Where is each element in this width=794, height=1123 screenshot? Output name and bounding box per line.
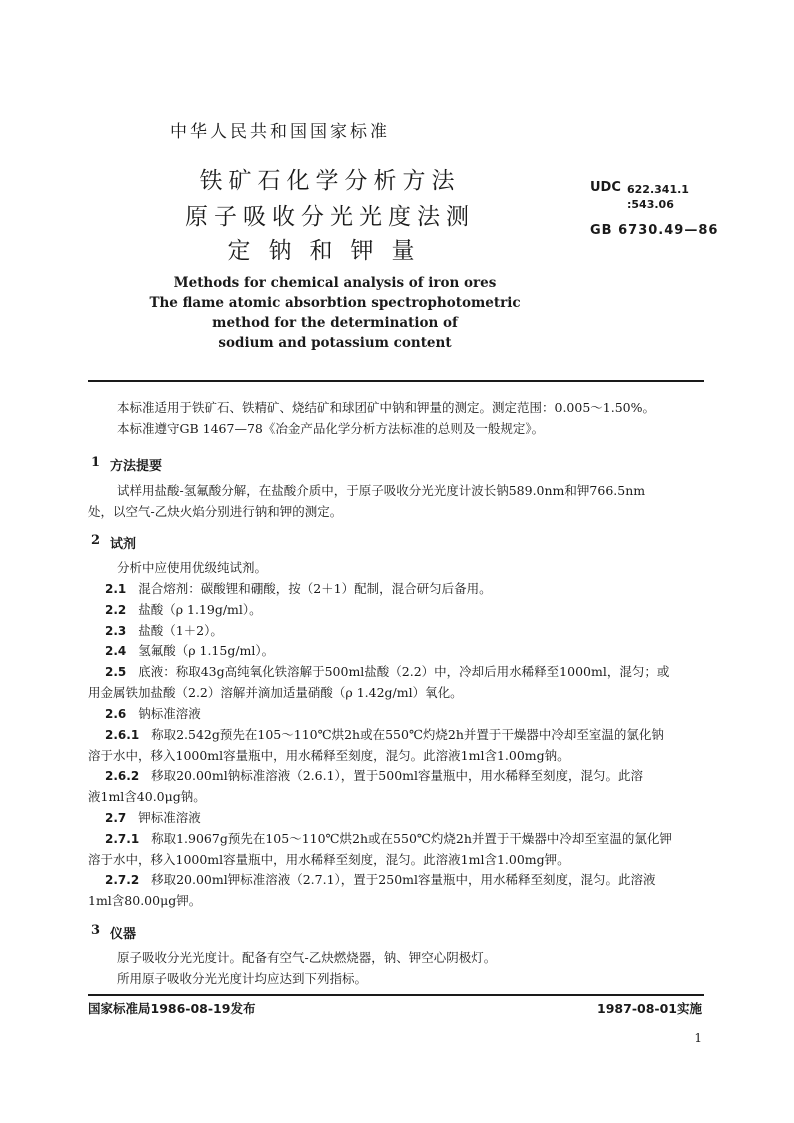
item-2-6-number: 2.6 — [105, 707, 127, 721]
item-2-7-2-number: 2.7.2 — [105, 873, 140, 887]
issued-date: 国家标准局1986-08-19发布 — [88, 1001, 256, 1016]
item-2-7-2-text-1: 移取20.00ml钾标准溶液（2.7.1），置于250ml容量瓶中，用水稀释至刻度，混匀。此溶液 — [151, 872, 656, 887]
top-divider — [88, 380, 704, 382]
title-line-1: 铁矿石化学分析方法 — [199, 168, 461, 194]
item-2-6-2-text-2: 液1ml含40.0μg钠。 — [88, 789, 206, 804]
bottom-divider — [88, 994, 704, 996]
item-2-7-number: 2.7 — [105, 811, 127, 825]
item-2-5-number: 2.5 — [105, 665, 127, 679]
english-title-line-2: The flame atomic absorbtion spectrophotometric — [149, 295, 521, 311]
item-2-4 — [105, 643, 274, 659]
english-title-line-4: sodium and potassium content — [218, 335, 452, 351]
section-3-line-2: 所用原子吸收分光光度计均应达到下列指标。 — [117, 971, 368, 986]
item-2-5-text-2: 用金属铁加盐酸（2.2）溶解并滴加适量硝酸（ρ 1.42g/ml）氧化。 — [88, 685, 463, 700]
section-2-number: 2 — [91, 533, 101, 548]
page-number: 1 — [694, 1031, 702, 1045]
title-line-3: 定钠和钾量 — [227, 238, 433, 264]
intro-line-1: 本标准适用于铁矿石、铁精矿、烧结矿和球团矿中钠和钾量的测定。测定范围：0.005～1.50%。 — [117, 400, 655, 415]
gb-code: GB 6730.49—86 — [590, 223, 719, 238]
item-2-7-1-line-1 — [105, 831, 672, 847]
item-2-7-1-number: 2.7.1 — [105, 832, 140, 846]
item-2-4-number: 2.4 — [105, 644, 127, 658]
effective-date: 1987-08-01实施 — [597, 1001, 702, 1016]
item-2-2 — [105, 602, 262, 618]
item-2-6-text: 钠标准溶液 — [138, 706, 201, 721]
section-1-number: 1 — [91, 455, 101, 470]
item-2-3-text: 盐酸（1＋2）。 — [138, 623, 223, 638]
item-2-6-2-number: 2.6.2 — [105, 769, 140, 783]
item-2-6-2-text-1: 移取20.00ml钠标准溶液（2.6.1），置于500ml容量瓶中，用水稀释至刻度，混匀。此溶 — [151, 768, 643, 783]
title-line-2: 原子吸收分光光度法测 — [185, 204, 475, 230]
item-2-7-2-text-2: 1ml含80.00μg钾。 — [88, 893, 202, 908]
section-3-line-1: 原子吸收分光光度计。配备有空气-乙炔燃烧器，钠、钾空心阴极灯。 — [117, 950, 497, 965]
intro-line-2: 本标准遵守GB 1467—78《冶金产品化学分析方法标准的总则及一般规定》。 — [117, 421, 545, 436]
item-2-6-1-line-1 — [105, 727, 664, 743]
udc-label: UDC — [590, 180, 621, 195]
item-2-6-1-text-2: 溶于水中，移入1000ml容量瓶中，用水稀释至刻度，混匀。此溶液1ml含1.00mg钠。 — [88, 748, 570, 763]
item-2-5-line-1 — [105, 664, 669, 680]
item-2-4-text: 氢氟酸（ρ 1.15g/ml）。 — [138, 643, 275, 658]
item-2-7 — [105, 810, 201, 826]
item-2-6-1-number: 2.6.1 — [105, 728, 140, 742]
item-2-3-number: 2.3 — [105, 624, 127, 638]
item-2-5-text-1: 底液：称取43g高纯氧化铁溶解于500ml盐酸（2.2）中，冷却后用水稀释至1000ml，混匀；或 — [138, 664, 670, 679]
item-2-2-text: 盐酸（ρ 1.19g/ml）。 — [138, 602, 262, 617]
section-2-title: 试剂 — [110, 537, 137, 552]
item-2-1-number: 2.1 — [105, 582, 127, 596]
item-2-7-text: 钾标准溶液 — [138, 810, 201, 825]
section-3-title: 仪器 — [110, 927, 137, 942]
item-2-6-1-text-1: 称取2.542g预先在105～110℃烘2h或在550℃灼烧2h并置于干燥器中冷却至室温的氯化钠 — [151, 727, 664, 742]
english-title-line-1: Methods for chemical analysis of iron ores — [173, 275, 497, 291]
section-3-number: 3 — [91, 923, 101, 938]
item-2-7-1-text-2: 溶于水中，移入1000ml容量瓶中，用水稀释至刻度，混匀。此溶液1ml含1.00mg钾。 — [88, 852, 570, 867]
item-2-1-text: 混合熔剂：碳酸锂和硼酸，按（2＋1）配制，混合研匀后备用。 — [138, 581, 492, 596]
item-2-6-2-line-1 — [105, 768, 643, 784]
item-2-6 — [105, 706, 201, 722]
item-2-2-number: 2.2 — [105, 603, 127, 617]
udc-code: 622.341.1 — [627, 183, 689, 196]
english-title-line-3: method for the determination of — [212, 315, 458, 331]
item-2-7-2-line-1 — [105, 872, 656, 888]
item-2-3 — [105, 623, 223, 639]
section-1-title: 方法提要 — [110, 459, 163, 474]
item-2-1 — [105, 581, 492, 597]
section-1-line-1: 试样用盐酸-氢氟酸分解，在盐酸介质中，于原子吸收分光光度计波长钠589.0nm和钾766.5nm — [117, 483, 646, 498]
section-2-intro: 分析中应使用优级纯试剂。 — [117, 560, 268, 575]
section-1-line-2: 处，以空气-乙炔火焰分别进行钠和钾的测定。 — [88, 504, 343, 519]
item-2-7-1-text-1: 称取1.9067g预先在105～110℃烘2h或在550℃灼烧2h并置于干燥器中冷却至室温的氯化钾 — [151, 831, 672, 846]
udc-sub-code: :543.06 — [627, 198, 674, 211]
standard-name: 中华人民共和国国家标准 — [170, 122, 390, 142]
